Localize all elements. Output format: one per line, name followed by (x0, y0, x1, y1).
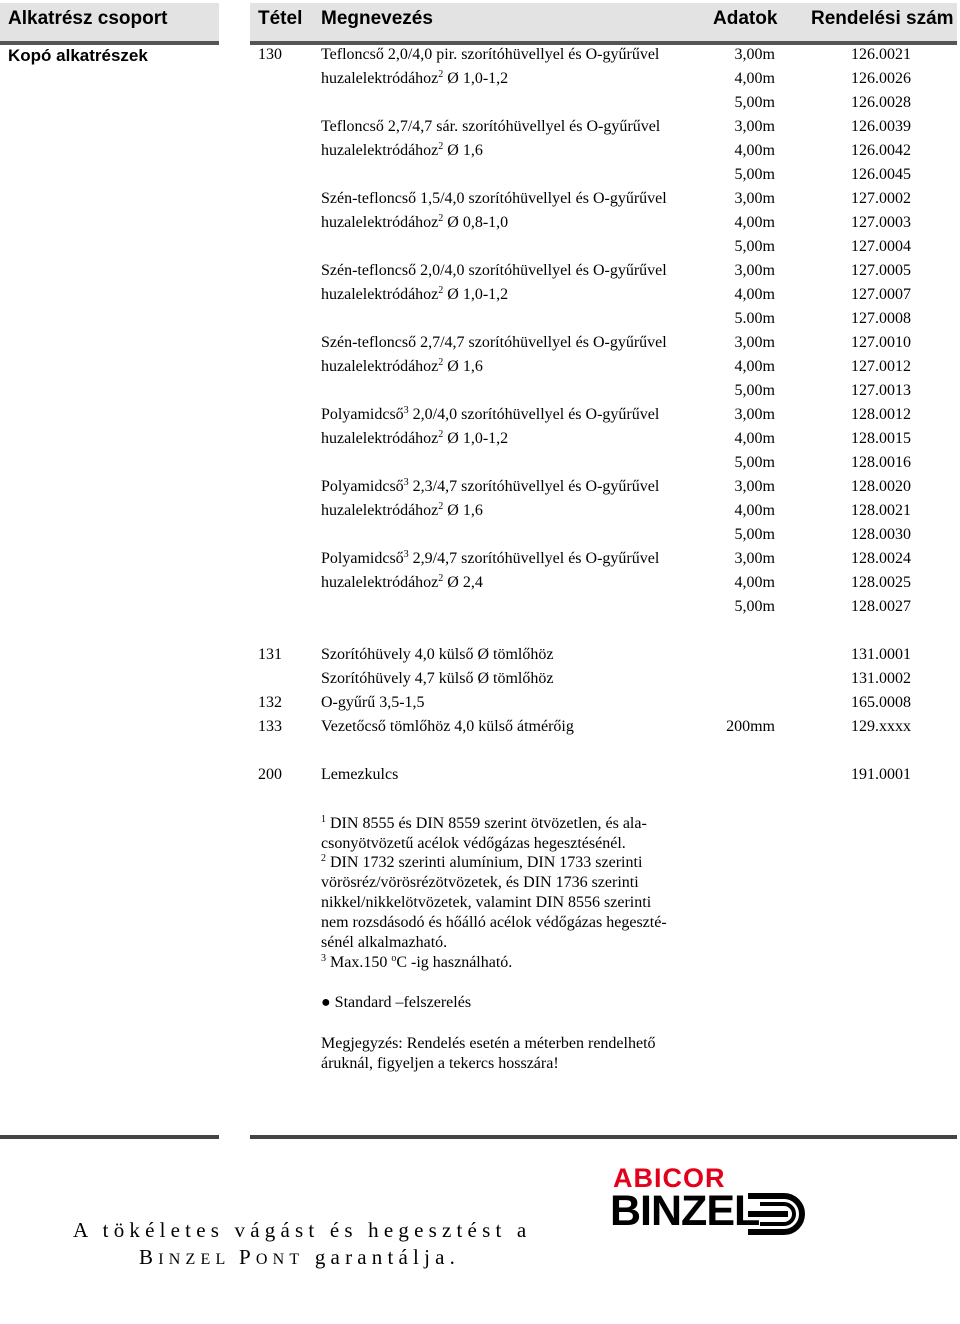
footnote-1-line-1: DIN 8555 és DIN 8559 szerint ötvözetlen, és ala- (330, 815, 647, 832)
footnote-ref: 2 (438, 285, 444, 296)
table-row (0, 451, 960, 475)
table-row (0, 763, 960, 787)
order-number-cell: 127.0003 (851, 214, 911, 231)
description-text: huzalelektródához (321, 70, 439, 87)
footnote-2-line-5: sénél alkalmazható. (321, 934, 448, 951)
description-text: huzalelektródához (321, 502, 439, 519)
description-text: huzalelektródához (321, 286, 439, 303)
footnote-2 (321, 853, 667, 953)
footnote-ref: 3 (403, 477, 409, 488)
description-cell (321, 763, 398, 787)
table-row (0, 595, 960, 619)
slogan-line-2 (139, 1245, 460, 1270)
description-text: huzalelektródához (321, 214, 439, 231)
item-cell: 131 (258, 646, 282, 663)
order-number-cell: 126.0045 (851, 166, 911, 183)
table-row (0, 643, 960, 667)
description-text: Szén-tefloncső 1,5/4,0 szorítóhüvellyel és O-gyűrűvel (321, 190, 667, 207)
description-cell (321, 667, 553, 691)
description-rest: 2,0/4,0 szorítóhüvellyel és O-gyűrűvel (408, 406, 660, 423)
description-cell (321, 355, 483, 379)
description-text: Polyamidcső (321, 550, 404, 567)
header-order: Rendelési szám (811, 8, 954, 29)
footnote-ref: 2 (438, 573, 444, 584)
description-rest: Ø 1,6 (443, 358, 483, 375)
table-row (0, 715, 960, 739)
item-cell: 130 (258, 46, 282, 63)
order-number-cell: 128.0021 (851, 502, 911, 519)
description-cell (321, 211, 508, 235)
data-cell: 5,00m (734, 598, 775, 615)
order-number-cell: 126.0026 (851, 70, 911, 87)
order-number-cell: 131.0001 (851, 646, 911, 663)
description-rest: Ø 0,8-1,0 (443, 214, 509, 231)
item-cell: 132 (258, 694, 282, 711)
table-row (0, 379, 960, 403)
footer-bar-right (250, 1135, 957, 1139)
description-rest: 2,3/4,7 szorítóhüvellyel és O-gyűrűvel (408, 478, 660, 495)
data-cell: 4,00m (734, 142, 775, 159)
description-cell (321, 115, 660, 139)
footer-bar-left (0, 1135, 219, 1139)
order-number-cell: 131.0002 (851, 670, 911, 687)
footnote-3 (321, 953, 512, 973)
footnote-1-line-2: csonyötvözetű acélok védőgázas hegesztésénél. (321, 835, 626, 852)
footnote-1-number: 1 (321, 814, 326, 825)
data-cell: 4,00m (734, 430, 775, 447)
data-cell: 4,00m (734, 286, 775, 303)
data-cell: 5,00m (734, 238, 775, 255)
order-number-cell: 127.0007 (851, 286, 911, 303)
table-row (0, 427, 960, 451)
description-text: Szén-tefloncső 2,0/4,0 szorítóhüvellyel és O-gyűrűvel (321, 262, 667, 279)
footnote-ref: 2 (438, 69, 444, 80)
footnote-2-line-1: DIN 1732 szerinti alumínium, DIN 1733 szerinti (330, 854, 643, 871)
table-row (0, 91, 960, 115)
description-cell (321, 259, 667, 283)
order-number-cell: 127.0008 (851, 310, 911, 327)
table-row (0, 67, 960, 91)
table-row (0, 307, 960, 331)
order-number-cell: 165.0008 (851, 694, 911, 711)
footnote-ref: 2 (438, 141, 444, 152)
slogan-b-rest: INZEL (158, 1251, 240, 1268)
description-rest: Ø 1,6 (443, 502, 483, 519)
order-number-cell: 127.0013 (851, 382, 911, 399)
description-rest: Ø 1,0-1,2 (443, 430, 509, 447)
description-cell (321, 139, 483, 163)
footnote-3-pre: Max.150 (330, 954, 392, 971)
data-cell: 3,00m (734, 406, 775, 423)
description-rest: Ø 1,0-1,2 (443, 286, 509, 303)
description-text: huzalelektródához (321, 358, 439, 375)
description-cell (321, 283, 508, 307)
table-row (0, 259, 960, 283)
remark-line-2: áruknál, figyeljen a tekercs hosszára! (321, 1055, 559, 1072)
logo-binzel-text: BINZEL (610, 1187, 760, 1235)
description-text: Tefloncső 2,7/4,7 sár. szorítóhüvellyel és O-gyűrűvel (321, 118, 661, 135)
data-cell: 200mm (726, 718, 775, 735)
footnote-3-number: 3 (321, 953, 326, 964)
table-row (0, 211, 960, 235)
slogan-p-initial: P (239, 1245, 256, 1269)
description-cell (321, 499, 483, 523)
slogan-rest: garantálja. (304, 1245, 461, 1269)
description-rest: Ø 2,4 (443, 574, 483, 591)
description-cell (321, 43, 659, 67)
description-rest: Ø 1,0-1,2 (443, 70, 509, 87)
description-rest: 2,9/4,7 szorítóhüvellyel és O-gyűrűvel (408, 550, 660, 567)
footnote-2-line-3: nikkel/nikkelötvözetek, valamint DIN 8556 szerinti (321, 894, 652, 911)
order-number-cell: 126.0039 (851, 118, 911, 135)
data-cell: 3,00m (734, 334, 775, 351)
footnote-ref: 2 (438, 429, 444, 440)
description-cell (321, 571, 483, 595)
order-number-cell: 128.0030 (851, 526, 911, 543)
data-cell: 4,00m (734, 358, 775, 375)
order-number-cell: 128.0027 (851, 598, 911, 615)
table-row (0, 523, 960, 547)
table-row (0, 619, 960, 643)
footnote-2-line-2: vörösréz/vörösrézötvözetek, és DIN 1736 szerinti (321, 874, 639, 891)
header-item: Tétel (258, 8, 303, 29)
footnote-ref: 3 (403, 549, 409, 560)
order-number-cell: 127.0002 (851, 190, 911, 207)
order-number-cell: 127.0005 (851, 262, 911, 279)
order-number-cell: 128.0025 (851, 574, 911, 591)
standard-note-text: Standard –felszerelés (330, 994, 472, 1011)
description-text: Vezetőcső tömlőhöz 4,0 külső átmérőig (321, 718, 574, 735)
bullet-icon: ● (321, 994, 331, 1011)
header-data: Adatok (713, 8, 778, 29)
data-cell: 3,00m (734, 262, 775, 279)
footnote-ref: 2 (438, 213, 444, 224)
order-number-cell: 126.0042 (851, 142, 911, 159)
description-text: Tefloncső 2,0/4,0 pir. szorítóhüvellyel és O-gyűrűvel (321, 46, 660, 63)
table-row (0, 163, 960, 187)
table-row (0, 691, 960, 715)
remark-line-1: Megjegyzés: Rendelés esetén a méterben rendelhető (321, 1035, 656, 1052)
table-row (0, 667, 960, 691)
logo-abicor-text: ABICOR (613, 1163, 726, 1193)
data-cell: 5,00m (734, 166, 775, 183)
order-number-cell: 129.xxxx (851, 718, 911, 735)
item-cell: 133 (258, 718, 282, 735)
data-cell: 4,00m (734, 70, 775, 87)
footnote-3-degree: o (391, 953, 397, 964)
description-text: Szorítóhüvely 4,0 külső Ø tömlőhöz (321, 646, 554, 663)
table-row (0, 139, 960, 163)
description-cell (321, 643, 553, 667)
standard-note (321, 993, 471, 1013)
description-cell (321, 715, 574, 739)
table-row (0, 355, 960, 379)
logo-binzel-mark-icon (744, 1190, 806, 1238)
table-row (0, 403, 960, 427)
order-number-cell: 128.0015 (851, 430, 911, 447)
order-number-cell: 126.0021 (851, 46, 911, 63)
remark (321, 1034, 656, 1074)
table-row (0, 571, 960, 595)
description-cell (321, 331, 667, 355)
description-cell (321, 691, 425, 715)
data-cell: 3,00m (734, 478, 775, 495)
header-group: Alkatrész csoport (8, 8, 168, 29)
table-row (0, 187, 960, 211)
table-row (0, 475, 960, 499)
description-text: Polyamidcső (321, 478, 404, 495)
table-row (0, 235, 960, 259)
data-cell: 5,00m (734, 94, 775, 111)
order-number-cell: 127.0012 (851, 358, 911, 375)
description-text: Szorítóhüvely 4,7 külső Ø tömlőhöz (321, 670, 554, 687)
description-cell (321, 403, 659, 427)
description-cell (321, 187, 667, 211)
table-row (0, 331, 960, 355)
footnote-3-post: C -ig használható. (396, 954, 513, 971)
description-cell (321, 475, 659, 499)
group-label: Kopó alkatrészek (8, 46, 148, 65)
description-cell (321, 67, 508, 91)
footnote-ref: 3 (403, 405, 409, 416)
data-cell: 5,00m (734, 454, 775, 471)
footnote-2-line-4: nem rozsdásodó és hőálló acélok védőgázas hegeszté- (321, 914, 667, 931)
order-number-cell: 127.0010 (851, 334, 911, 351)
description-cell (321, 427, 508, 451)
data-cell: 3,00m (734, 118, 775, 135)
header-name: Megnevezés (321, 8, 433, 29)
data-cell: 4,00m (734, 214, 775, 231)
order-number-cell: 191.0001 (851, 766, 911, 783)
description-rest: Ø 1,6 (443, 142, 483, 159)
data-cell: 4,00m (734, 574, 775, 591)
data-cell: 3,00m (734, 550, 775, 567)
data-cell: 5.00m (734, 310, 775, 327)
description-cell (321, 547, 659, 571)
description-text: huzalelektródához (321, 142, 439, 159)
slogan-line-1: A tökéletes vágást és hegesztést a (73, 1218, 532, 1242)
slogan-b-initial: B (139, 1245, 159, 1269)
footnote-ref: 2 (438, 501, 444, 512)
data-cell: 4,00m (734, 502, 775, 519)
footnote-2-number: 2 (321, 853, 326, 864)
order-number-cell: 128.0012 (851, 406, 911, 423)
footnote-ref: 2 (438, 357, 444, 368)
data-cell: 3,00m (734, 190, 775, 207)
description-text: O-gyűrű 3,5-1,5 (321, 694, 425, 711)
table-row (0, 115, 960, 139)
order-number-cell: 128.0024 (851, 550, 911, 567)
item-cell: 200 (258, 766, 282, 783)
footnote-1 (321, 814, 647, 854)
data-cell: 3,00m (734, 46, 775, 63)
description-text: huzalelektródához (321, 574, 439, 591)
order-number-cell: 128.0020 (851, 478, 911, 495)
order-number-cell: 127.0004 (851, 238, 911, 255)
table-row (0, 739, 960, 763)
data-cell: 5,00m (734, 526, 775, 543)
description-text: Polyamidcső (321, 406, 404, 423)
table-row (0, 283, 960, 307)
slogan-p-rest: ONT (255, 1251, 305, 1268)
order-number-cell: 128.0016 (851, 454, 911, 471)
table-row (0, 547, 960, 571)
data-cell: 5,00m (734, 382, 775, 399)
description-text: Szén-tefloncső 2,7/4,7 szorítóhüvellyel és O-gyűrűvel (321, 334, 667, 351)
table-row (0, 499, 960, 523)
table-row (0, 43, 960, 67)
order-number-cell: 126.0028 (851, 94, 911, 111)
description-text: Lemezkulcs (321, 766, 399, 783)
description-text: huzalelektródához (321, 430, 439, 447)
